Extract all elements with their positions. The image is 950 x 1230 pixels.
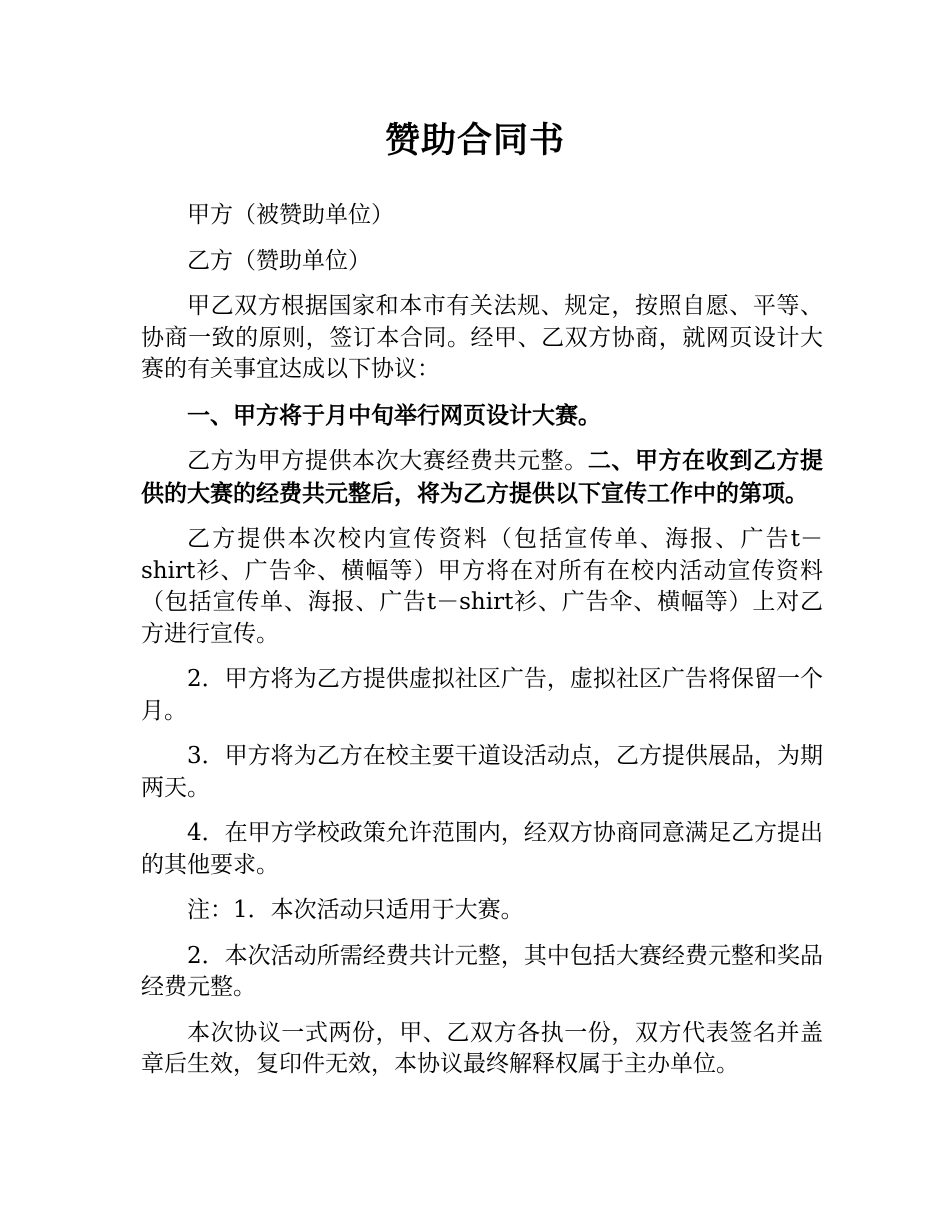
preamble-paragraph: 甲乙双方根据国家和本市有关法规、规定，按照自愿、平等、协商一致的原则，签订本合同。经甲、乙双方协商，就网页设计大赛的有关事宜达成以下协议：	[141, 293, 823, 382]
closing-paragraph: 本次协议一式两份，甲、乙双方各执一份，双方代表签名并盖章后生效，复印件无效，本协议最终解释权属于主办单位。	[141, 1019, 823, 1077]
note-1-paragraph: 注：1．本次活动只适用于大赛。	[187, 897, 524, 923]
item-3-paragraph: 3．甲方将为乙方在校主要干道设活动点，乙方提供展品，为期两天。	[141, 743, 823, 801]
clause-one-heading: 一、甲方将于月中旬举行网页设计大赛。	[187, 401, 601, 429]
document-body	[141, 200, 823, 1095]
item-2-paragraph: 2．甲方将为乙方提供虚拟社区广告，虚拟社区广告将保留一个月。	[141, 666, 823, 724]
funding-sentence: 乙方为甲方提供本次大赛经费共元整。	[187, 448, 588, 474]
campus-promotion-paragraph: 乙方提供本次校内宣传资料（包括宣传单、海报、广告t－shirt衫、广告伞、横幅等）甲方将在对所有在校内活动宣传资料（包括宣传单、海报、广告t－shirt衫、广告伞、横幅等）上对乙方进行宣传。	[141, 526, 823, 647]
note-2-paragraph: 2．本次活动所需经费共计元整，其中包括大赛经费元整和奖品经费元整。	[141, 942, 823, 1000]
item-4-paragraph: 4．在甲方学校政策允许范围内，经双方协商同意满足乙方提出的其他要求。	[141, 820, 823, 878]
clause-two-paragraph	[141, 445, 823, 510]
document-title: 赞助合同书	[384, 121, 565, 161]
party-b-line: 乙方（赞助单位）	[187, 247, 371, 274]
clause-two-heading: 二、甲方在收到乙方提供的大赛的经费共元整后，将为乙方提供以下宣传工作中的第项。	[141, 447, 824, 507]
party-a-line: 甲方（被赞助单位）	[187, 202, 394, 228]
